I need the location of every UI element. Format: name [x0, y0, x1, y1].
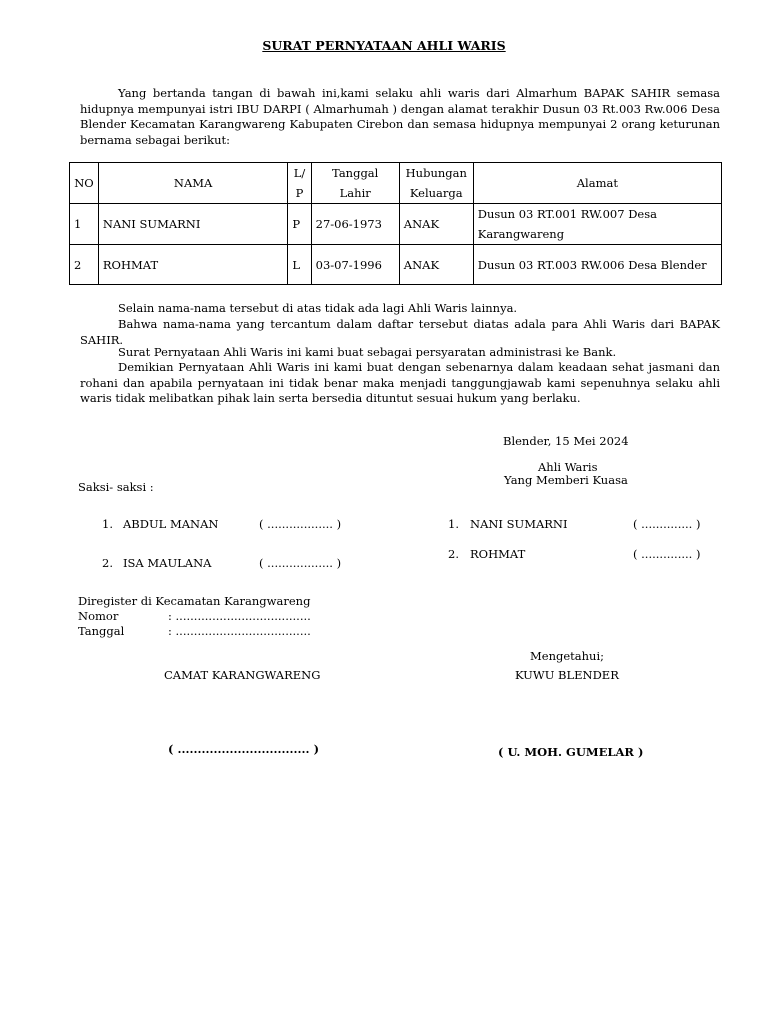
place-date: Blender, 15 Mei 2024: [503, 434, 629, 448]
cell-no: 2: [70, 245, 99, 285]
register-tanggal-label: Tanggal: [78, 624, 125, 638]
cell-no: 1: [70, 204, 99, 245]
heir-signer-name: ROHMAT: [470, 547, 526, 561]
kuwu-signature: ( U. MOH. GUMELAR ): [498, 745, 644, 759]
intro-paragraph: Yang bertanda tangan di bawah ini,kami selaku ahli waris dari Almarhum BAPAK SAHIR semasa hidupnya mempunyai istri IBU DARPI ( Almarhumah ) dengan alamat terakhir Dusun 03 Rt.003 Rw.006 Desa Blender Kecamatan Karangwareng Kabupaten Cirebon dan semasa hidupnya mempunyai 2 orang keturunan bernama sebagai berikut:: [80, 86, 720, 147]
witness-number: 1.: [102, 517, 113, 531]
cell-hubungan: ANAK: [399, 245, 473, 285]
table-row: [70, 204, 722, 245]
col-header-no: NO: [70, 163, 99, 204]
cell-nama: ROHMAT: [98, 245, 287, 285]
cell-lp: P: [288, 204, 311, 245]
witness-signature: ( .................. ): [259, 517, 342, 531]
register-nomor-value: : .....................................: [168, 609, 311, 623]
heir-signer-signature: ( .............. ): [633, 547, 701, 561]
kuwu-title: KUWU BLENDER: [515, 668, 619, 682]
col-header-nama: NAMA: [98, 163, 287, 204]
mengetahui-label: Mengetahui;: [530, 649, 604, 663]
register-tanggal-value: : .....................................: [168, 624, 311, 638]
cell-nama: NANI SUMARNI: [98, 204, 287, 245]
paragraph-purpose: Surat Pernyataan Ahli Waris ini kami buat sebagai persyaratan administrasi ke Bank.: [118, 345, 617, 359]
heir-signer-signature: ( .............. ): [633, 517, 701, 531]
table-row: [70, 245, 722, 285]
cell-alamat: Dusun 03 RT.001 RW.007 Desa Karangwareng: [473, 204, 721, 245]
cell-tanggal: 27-06-1973: [311, 204, 399, 245]
table-header-row: [70, 163, 722, 204]
paragraph-heirs-confirmation: Bahwa nama-nama yang tercantum dalam daftar tersebut diatas adala para Ahli Waris dari BAPAK SAHIR.: [80, 317, 720, 347]
cell-lp: L: [288, 245, 311, 285]
register-line: Diregister di Kecamatan Karangwareng: [78, 594, 311, 608]
camat-signature: ( ................................. ): [168, 742, 320, 756]
document-title: SURAT PERNYATAAN AHLI WARIS: [262, 38, 506, 53]
col-header-hubungan: Hubungan Keluarga: [399, 163, 473, 204]
witness-label: Saksi- saksi :: [78, 480, 154, 494]
heirs-subheading: Yang Memberi Kuasa: [504, 473, 628, 487]
cell-hubungan: ANAK: [399, 204, 473, 245]
witness-name: ISA MAULANA: [123, 556, 212, 570]
heir-signer-number: 2.: [448, 547, 459, 561]
paragraph-no-other-heirs: Selain nama-nama tersebut di atas tidak ada lagi Ahli Waris lainnya.: [118, 301, 518, 315]
witness-number: 2.: [102, 556, 113, 570]
heirs-heading: Ahli Waris: [538, 460, 598, 474]
witness-signature: ( .................. ): [259, 556, 342, 570]
col-header-lp: L/ P: [288, 163, 311, 204]
cell-tanggal: 03-07-1996: [311, 245, 399, 285]
paragraph-declaration: Demikian Pernyataan Ahli Waris ini kami buat dengan sebenarnya dalam keadaan sehat jasmani dan rohani dan apabila pernyataan ini tidak benar maka menjadi tanggungjawab kami sepenuhnya selaku ahli waris tidak melibatkan pihak lain serta bersedia dituntut sesuai hukum yang berlaku.: [80, 360, 720, 405]
cell-alamat: Dusun 03 RT.003 RW.006 Desa Blender: [473, 245, 721, 285]
register-nomor-label: Nomor: [78, 609, 119, 623]
col-header-alamat: Alamat: [473, 163, 721, 204]
col-header-tanggal: Tanggal Lahir: [311, 163, 399, 204]
witness-name: ABDUL MANAN: [123, 517, 219, 531]
heirs-table: [69, 162, 722, 285]
heir-signer-name: NANI SUMARNI: [470, 517, 568, 531]
camat-title: CAMAT KARANGWARENG: [164, 668, 321, 682]
heir-signer-number: 1.: [448, 517, 459, 531]
